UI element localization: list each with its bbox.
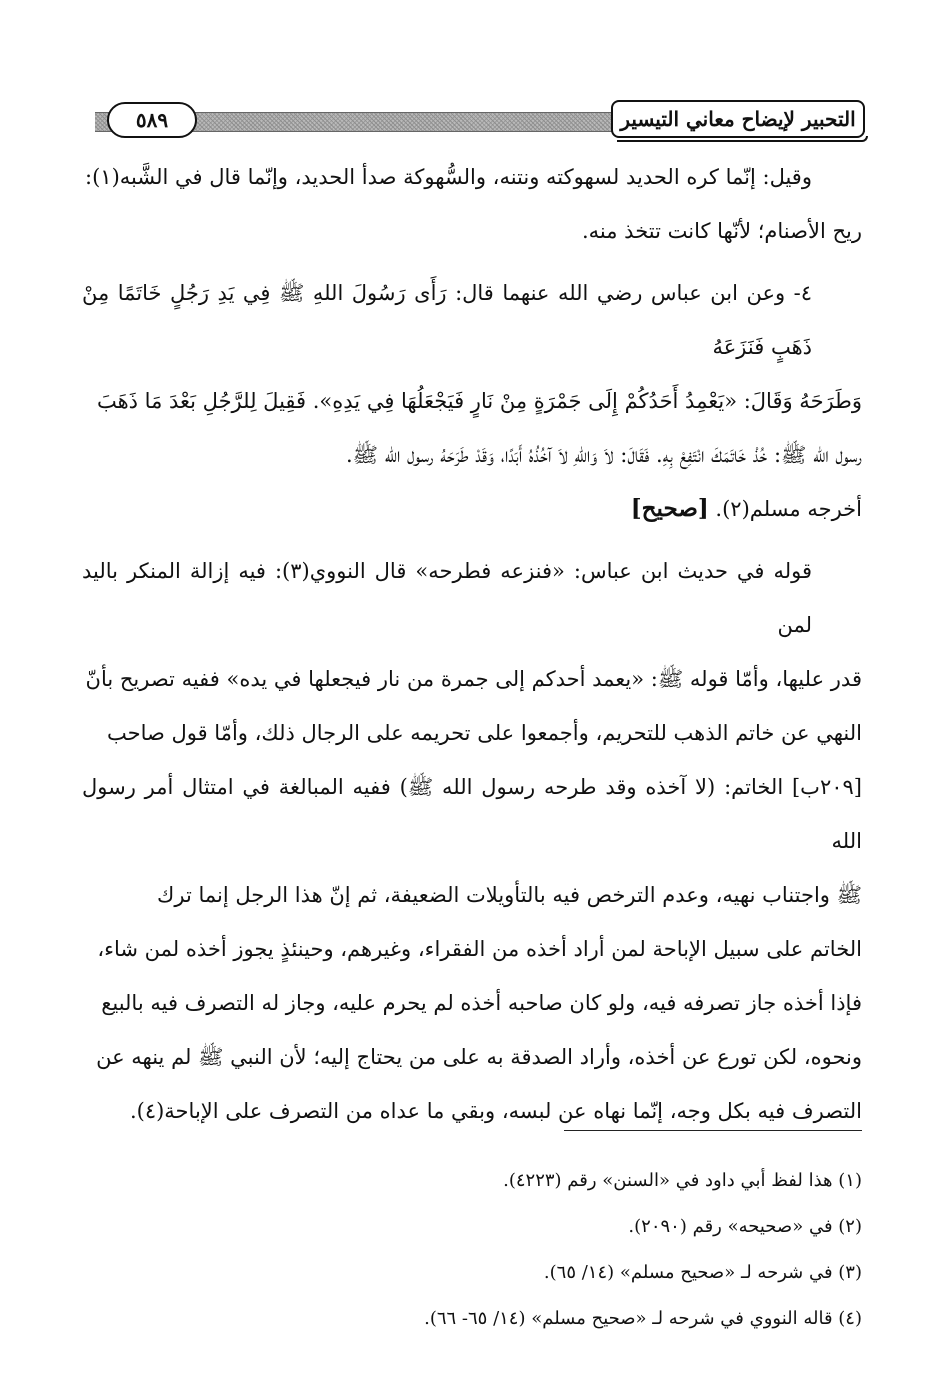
commentary-line: قوله في حديث ابن عباس: «فنزعه فطرحه» قال النووي(٣): فيه إزالة المنكر باليد لمن bbox=[82, 559, 813, 637]
commentary-line: الخاتم على سبيل الإباحة لمن أراد أخذه من الفقراء، وغيرهم، وحينئذٍ يجوز أخذه لمن شاء، bbox=[97, 937, 862, 961]
footnotes bbox=[82, 1158, 862, 1342]
page-number: ٥٨٩ bbox=[107, 102, 197, 138]
text-line: وقيل: إنّما كره الحديد لسهوكته ونتنه، والسُّهوكة صدأ الحديد، وإنّما قال في الشَّبه(١): bbox=[85, 165, 812, 189]
book-title: التحبير لإيضاح معاني التيسير bbox=[611, 100, 865, 138]
commentary-line: النهي عن خاتم الذهب للتحريم، وأجمعوا على تحريمه على الرجال ذلك، وأمّا قول صاحب bbox=[106, 721, 862, 745]
footnote-2: (٢) في «صحيحه» رقم (٢٠٩٠). bbox=[628, 1216, 862, 1237]
main-text bbox=[82, 150, 862, 1138]
text-line: ريح الأصنام؛ لأنّها كانت تتخذ منه. bbox=[581, 219, 862, 243]
hadith-source-line bbox=[82, 482, 862, 536]
hadith-line: ٤- وعن ابن عباس رضي الله عنهما قال: رَأَى رَسُولَ اللهِ ﷺ فِي يَدِ رَجُلٍ خَاتَمًا مِنْ ذَهَبٍ فَنَزَعَهُ bbox=[82, 281, 812, 359]
hadith-source: أخرجه مسلم(٢). bbox=[715, 497, 862, 521]
running-header bbox=[95, 100, 865, 150]
footnote-1: (١) هذا لفظ أبي داود في «السنن» رقم (٤٢٢٣). bbox=[503, 1170, 862, 1191]
hadith-line: رسول الله ﷺ: خُذْ خَاتَمَكَ انْتَفِعْ بِهِ. فَقَالَ: لاَ وَاللهِ لاَ آخُذُهُ أَبَدًا، وَقَدْ طَرَحَهُ رسول الله ﷺ. bbox=[345, 443, 862, 467]
commentary-line: فإذا أخذه جاز تصرفه فيه، ولو كان صاحبه أخذه لم يحرم عليه، وجاز له التصرف فيه بالبيع bbox=[101, 991, 862, 1015]
commentary-line: ﷺ واجتناب نهيه، وعدم الترخص فيه بالتأويلات الضعيفة، ثم إنّ هذا الرجل إنما ترك bbox=[157, 883, 862, 907]
footnote-4: (٤) قاله النووي في شرحه لـ «صحيح مسلم» (١٤/ ٦٥- ٦٦). bbox=[424, 1308, 862, 1329]
footnote-separator bbox=[564, 1130, 862, 1131]
hadith-grade: [صحيح] bbox=[630, 495, 709, 522]
commentary-line: ونحوه، لكن تورع عن أخذه، وأراد الصدقة به على من يحتاج إليه؛ لأن النبي ﷺ لم ينهه عن bbox=[96, 1045, 862, 1069]
footnote-3: (٣) في شرحه لـ «صحيح مسلم» (١٤/ ٦٥). bbox=[543, 1262, 862, 1283]
commentary-line: قدر عليها، وأمّا قوله ﷺ: «يعمد أحدكم إلى جمرة من نار فيجعلها في يده» ففيه تصريح بأنّ bbox=[85, 667, 862, 691]
commentary-line: التصرف فيه بكل وجه، إنّما نهاه عن لبسه، وبقي ما عداه من التصرف على الإباحة(٤). bbox=[129, 1099, 862, 1123]
hadith-line: وَطَرَحَهُ وَقَالَ: «يَعْمِدُ أَحَدُكُمْ إِلَى جَمْرَةٍ مِنْ نَارٍ فَيَجْعَلُهَا فِي يَدِهِ». فَقِيلَ لِلرَّجُلِ بَعْدَ مَا ذَهَبَ bbox=[96, 389, 862, 413]
commentary-line: [٢٠٩ب] الخاتم: (لا آخذه وقد طرحه رسول الله ﷺ) ففيه المبالغة في امتثال أمر رسول الله bbox=[82, 775, 862, 853]
